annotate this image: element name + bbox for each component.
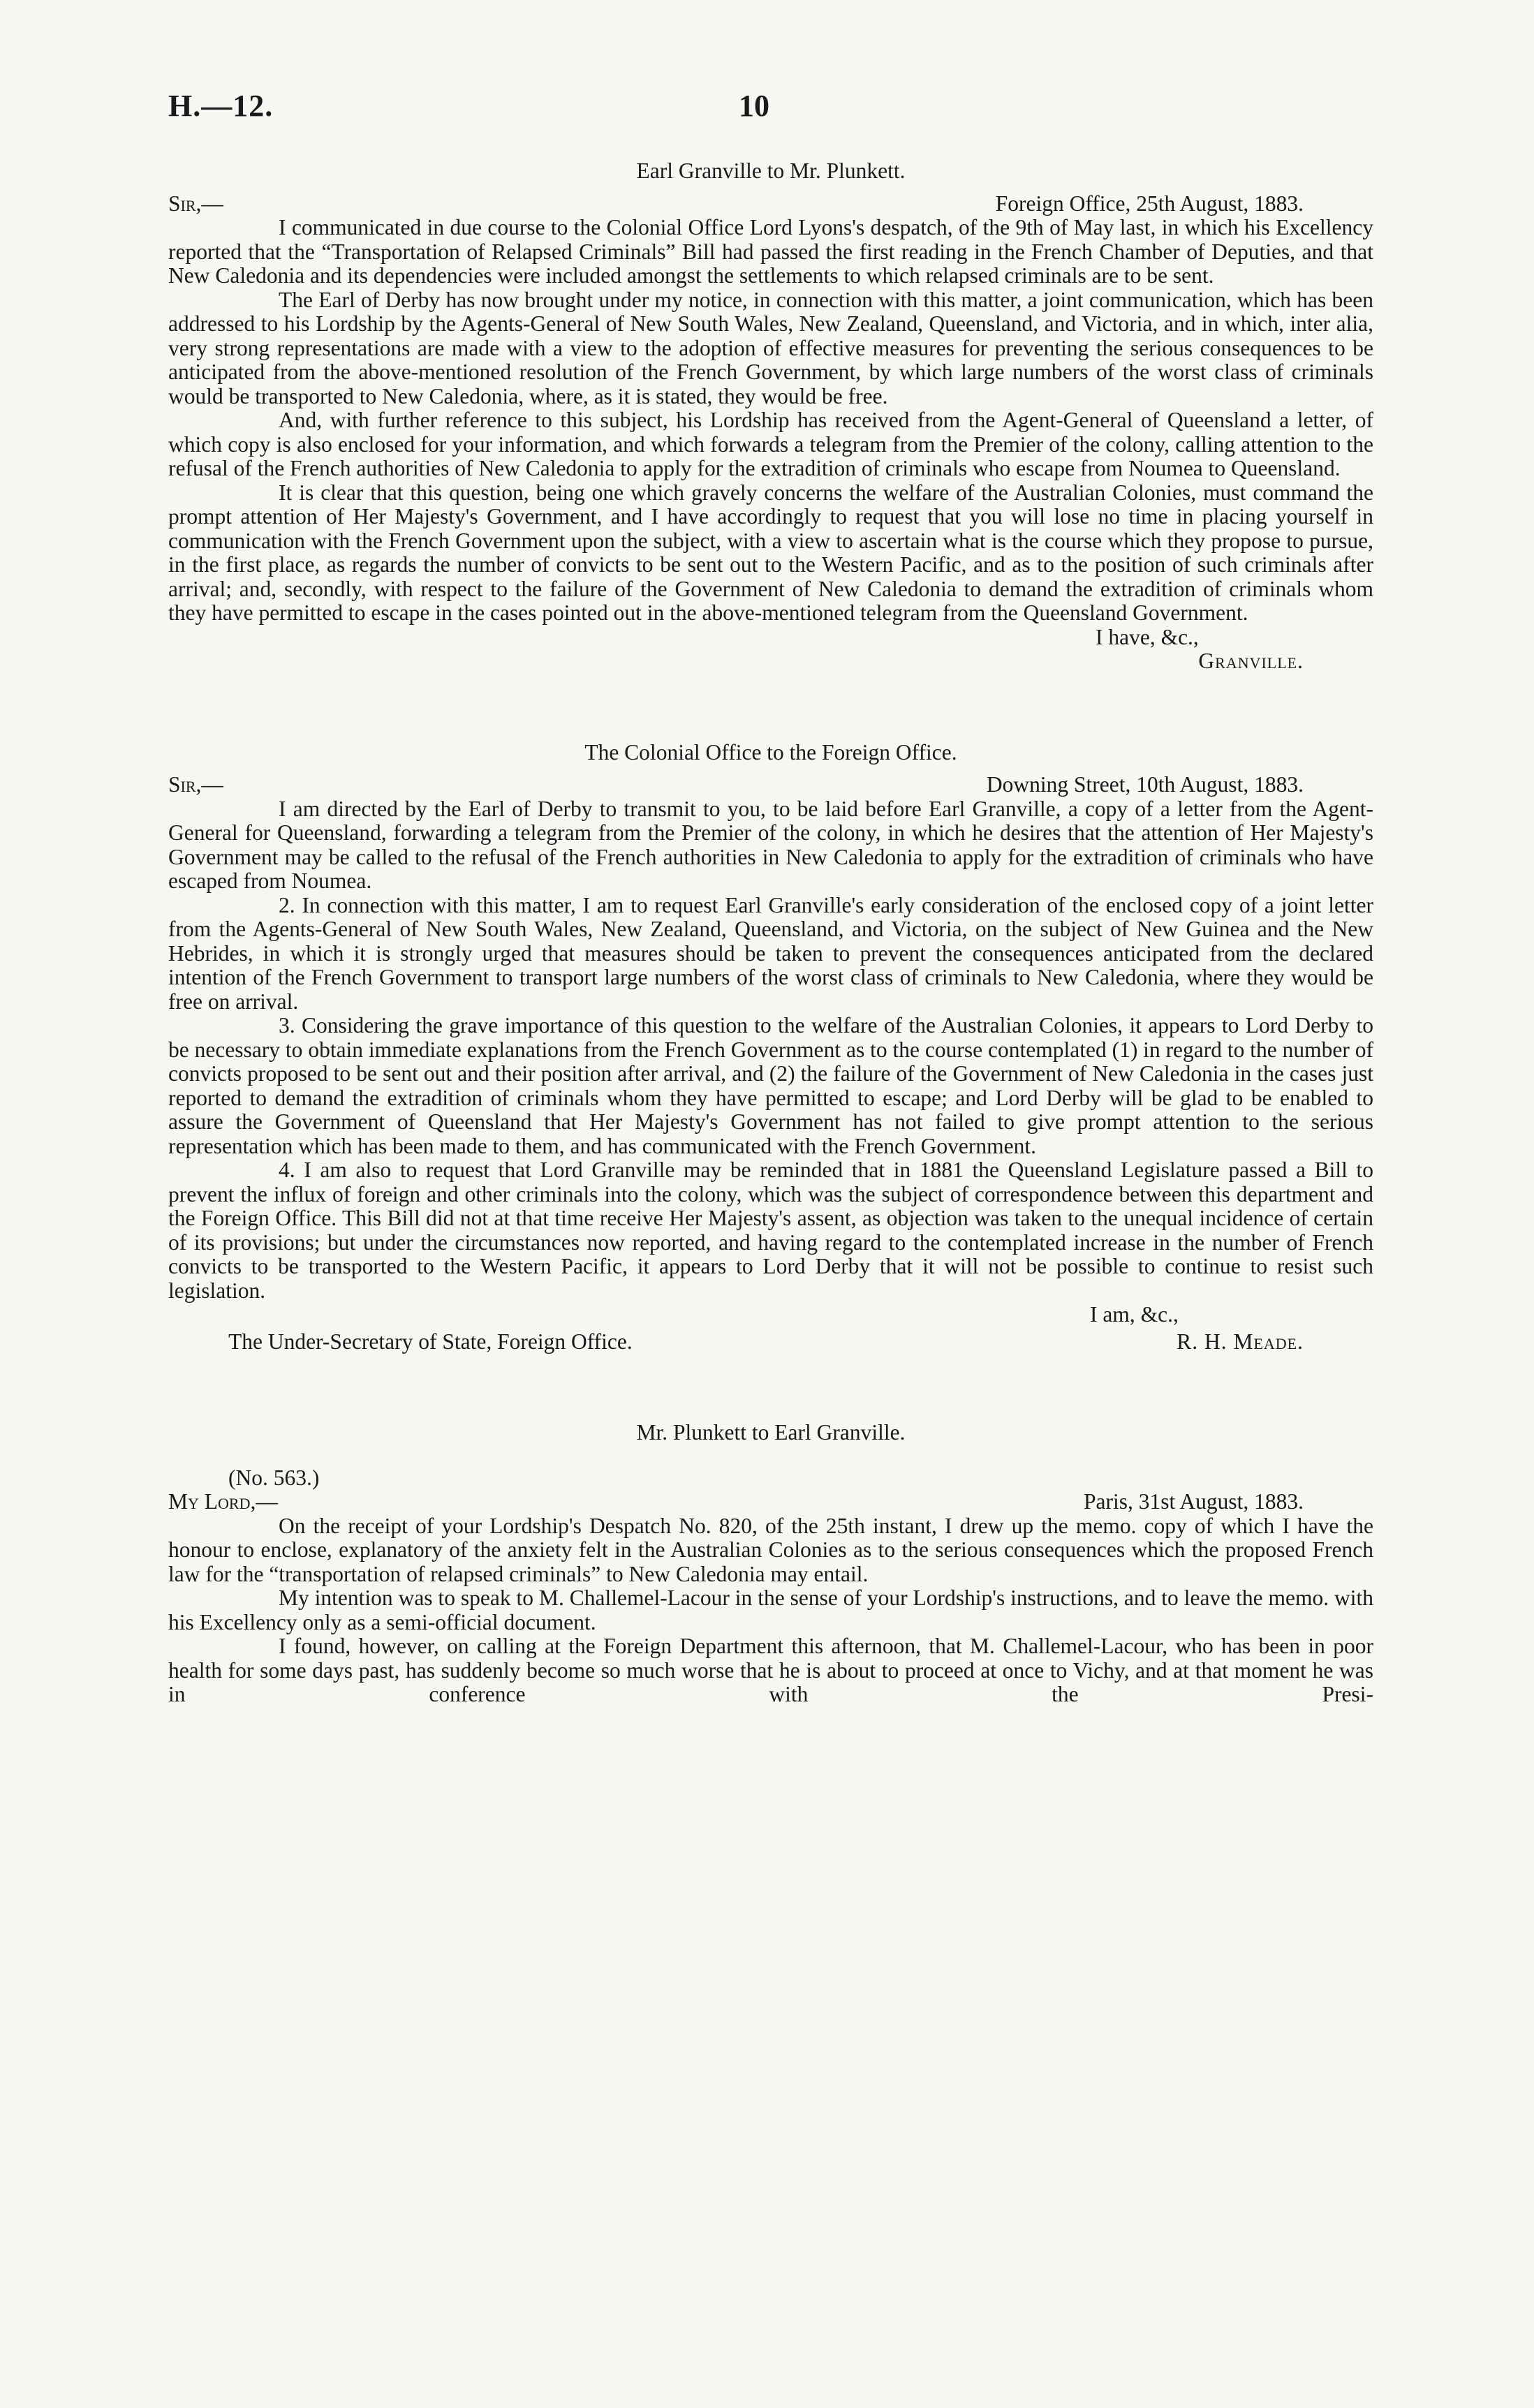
- letter-title: Earl Granville to Mr. Plunkett.: [636, 158, 906, 183]
- letter-title: The Colonial Office to the Foreign Office.: [584, 739, 957, 764]
- signature: Granville.: [1198, 649, 1304, 673]
- addressee: The Under-Secretary of State, Foreign Office.: [228, 1329, 633, 1354]
- paragraph: On the receipt of your Lordship's Despatch No. 820, of the 25th instant, I drew up the memo. copy of which I have the honour to enclose, explanatory of the anxiety felt in the Australian Colonies as to the serious consequences which the proposed French law for the “transportation of relapsed criminals” to New Caledonia may entail.: [168, 1513, 1373, 1586]
- paragraph: I found, however, on calling at the Foreign Department this afternoon, that M. Challemel-Lacour, who has been in poor health for some days past, has suddenly become so much worse that he is about to proceed at once to Vichy, and at that moment he was in conference with the Presi-: [168, 1634, 1373, 1706]
- paragraph: I am directed by the Earl of Derby to transmit to you, to be laid before Earl Granville, a copy of a letter from the Agent-General for Queensland, forwarding a telegram from the Premier of the colony, in which he desires that the attention of Her Majesty's Government may be called to the refusal of the French authorities in New Caledonia to apply for the extradition of criminals who have escaped from Noumea.: [168, 796, 1373, 893]
- place-date: Paris, 31st August, 1883.: [1083, 1489, 1304, 1514]
- letter-granville-to-plunkett: [168, 159, 1373, 674]
- letter-title: Mr. Plunkett to Earl Granville.: [636, 1420, 906, 1445]
- paragraph: 4. I am also to request that Lord Granville may be reminded that in 1881 the Queensland Legislature passed a Bill to prevent the influx of foreign and other criminals into the colony, which was the subject of correspondence between this department and the Foreign Office. This Bill did not at that time receive Her Majesty's assent, as objection was taken to the unequal incidence of certain of its provisions; but under the circumstances now reported, and having regard to the contemplated increase in the number of French convicts to be transported to the Western Pacific, it appears to Lord Derby that it will not be possible to continue to resist such legislation.: [168, 1158, 1373, 1303]
- paragraph: The Earl of Derby has now brought under my notice, in connection with this matter, a joint communication, which has been addressed to his Lordship by the Agents-General of New South Wales, New Zealand, Queensland, and Victoria, and in which, inter alia, very strong representations are made with a view to the adoption of effective measures for preventing the serious consequences to be anticipated from the above-mentioned resolution of the French Government, by which large numbers of the worst class of criminals would be transported to New Caledonia, where, as it is stated, they would be free.: [168, 287, 1373, 408]
- closing: I have, &c.,: [1096, 624, 1199, 649]
- document-reference: H.—12.: [168, 89, 274, 123]
- addressee-row: [168, 1330, 1373, 1354]
- salutation-row: [168, 192, 1373, 216]
- despatch-number: (No. 563.): [228, 1465, 320, 1490]
- paragraph: I communicated in due course to the Colonial Office Lord Lyons's despatch, of the 9th of May last, in which his Excellency reported that the “Transportation of Relapsed Criminals” Bill had passed the first reading in the French Chamber of Deputies, and that New Caledonia and its dependencies were included amongst the settlements to which relapsed criminals are to be sent.: [168, 215, 1373, 288]
- salutation: Sir,—: [168, 772, 223, 797]
- letter-colonial-office-to-foreign-office: [168, 741, 1373, 1354]
- paragraph: And, with further reference to this subject, his Lordship has received from the Agent-General of Queensland a letter, of which copy is also enclosed for your information, and which forwards a telegram from the Premier of the colony, calling attention to the refusal of the French authorities of New Caledonia to apply for the extradition of criminals who escape from Noumea to Queensland.: [168, 408, 1373, 480]
- salutation: Sir,—: [168, 191, 223, 216]
- paragraph: 2. In connection with this matter, I am to request Earl Granville's early consideration of the enclosed copy of a joint letter from the Agents-General of New South Wales, New Zealand, Queensland, and Victoria, on the subject of New Guinea and the New Hebrides, in which it is strongly urged that measures should be taken to prevent the consequences anticipated from the declared intention of the French Government to transport large numbers of the worst class of criminals to New Caledonia, where they would be free on arrival.: [168, 892, 1373, 1014]
- place-date: Downing Street, 10th August, 1883.: [986, 772, 1304, 797]
- page-content: [168, 159, 1373, 1707]
- salutation-row: [168, 773, 1373, 797]
- paragraph: My intention was to speak to M. Challemel-Lacour in the sense of your Lordship's instructions, and to leave the memo. with his Excellency only as a semi-official document.: [168, 1586, 1373, 1634]
- closing: I am, &c.,: [1090, 1302, 1179, 1327]
- signature: R. H. Meade.: [1177, 1329, 1304, 1354]
- salutation: My Lord,—: [168, 1489, 278, 1514]
- salutation-row: [168, 1490, 1373, 1514]
- letter-plunkett-to-granville: [168, 1421, 1373, 1707]
- place-date: Foreign Office, 25th August, 1883.: [995, 191, 1304, 216]
- page-number: 10: [739, 89, 769, 123]
- paragraph: 3. Considering the grave importance of this question to the welfare of the Australian Colonies, it appears to Lord Derby to be necessary to obtain immediate explanations from the French Government as to the course contemplated (1) in regard to the number of convicts proposed to be sent out and their position after arrival, and (2) the failure of the Government of New Caledonia in the cases just reported to demand the extradition of criminals whom they have permitted to escape; and Lord Derby will be glad to be enabled to assure the Government of Queensland that Her Majesty's Government has not failed to give prompt attention to the serious representation which has been made to them, and has communicated with the French Government.: [168, 1013, 1373, 1158]
- paragraph: It is clear that this question, being one which gravely concerns the welfare of the Australian Colonies, must command the prompt attention of Her Majesty's Government, and I have accordingly to request that you will lose no time in placing yourself in communication with the French Government upon the subject, with a view to ascertain what is the course which they propose to pursue, in the first place, as regards the number of convicts to be sent out to the Western Pacific, and as to the position of such criminals after arrival; and, secondly, with respect to the failure of the Government of New Caledonia to demand the extradition of criminals whom they have permitted to escape in the cases pointed out in the above-mentioned telegram from the Queensland Government.: [168, 480, 1373, 625]
